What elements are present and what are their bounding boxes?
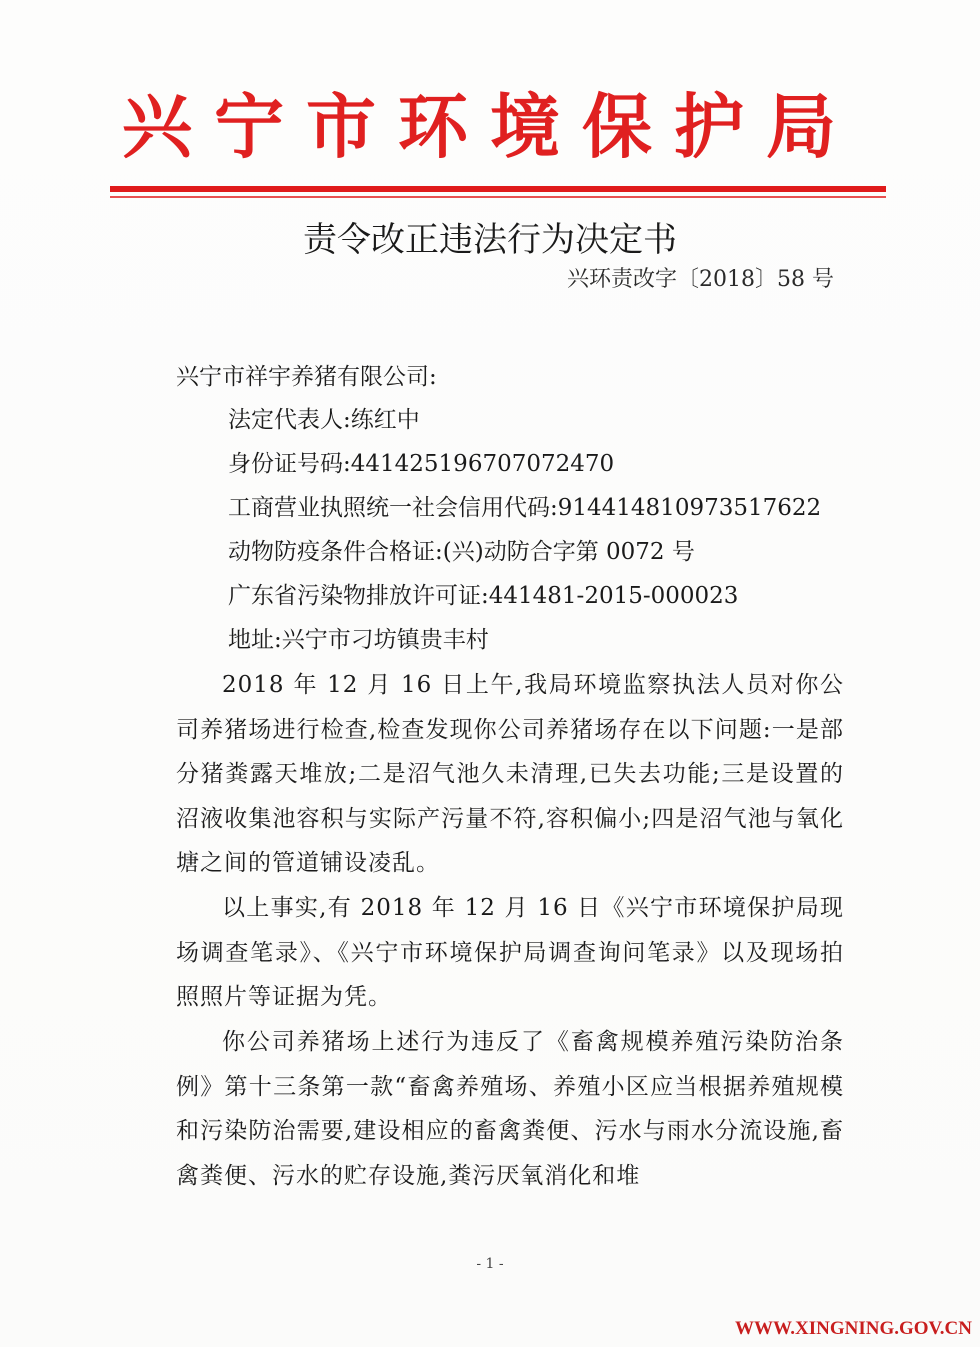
animal-epidemic-certificate: 动物防疫条件合格证:(兴)动防合字第 0072 号 bbox=[228, 539, 695, 565]
agency-letterhead: 兴宁市环境保护局 bbox=[122, 86, 858, 168]
paragraph-inspection: 2018 年 12 月 16 日上午,我局环境监察执法人员对你公司养猪场进行检查,检查发现你公司养猪场存在以下问题:一是部分猪粪露天堆放;二是沼气池久未清理,已失去功能;三是设置的沼液收集池容积与实际产污量不符,容积偏小;四是沼气池与氧化塘之间的管道铺设凌乱。 bbox=[176, 672, 844, 876]
party-info-block bbox=[228, 398, 868, 662]
addressee: 兴宁市祥宇养猪有限公司: bbox=[176, 364, 437, 390]
address: 地址:兴宁市刁坊镇贵丰村 bbox=[228, 627, 489, 653]
website-watermark: WWW.XINGNING.GOV.CN bbox=[734, 1318, 972, 1339]
document-number: 兴环责改字〔2018〕58 号 bbox=[567, 267, 834, 292]
letterhead-red-rule bbox=[110, 186, 886, 192]
id-number: 身份证号码:441425196707072470 bbox=[228, 451, 615, 477]
letterhead-red-rule-thin bbox=[110, 196, 886, 198]
discharge-permit: 广东省污染物排放许可证:441481-2015-000023 bbox=[228, 583, 739, 609]
paragraph-violation: 你公司养猪场上述行为违反了《畜禽规模养殖污染防治条例》第十三条第一款“畜禽养殖场、养殖小区应当根据养殖规模和污染防治需要,建设相应的畜禽粪便、污水与雨水分流设施,畜禽粪便、污水的贮存设施,粪污厌氧消化和堆 bbox=[176, 1029, 844, 1189]
paragraph-evidence: 以上事实,有 2018 年 12 月 16 日《兴宁市环境保护局现场调查笔录》、《兴宁市环境保护局调查询问笔录》以及现场拍照照片等证据为凭。 bbox=[176, 895, 844, 1010]
legal-representative: 法定代表人:练红中 bbox=[228, 407, 420, 433]
page-number: - 1 - bbox=[476, 1256, 504, 1272]
document-title: 责令改正违法行为决定书 bbox=[303, 220, 677, 260]
credit-code: 工商营业执照统一社会信用代码:914414810973517622 bbox=[228, 495, 822, 521]
